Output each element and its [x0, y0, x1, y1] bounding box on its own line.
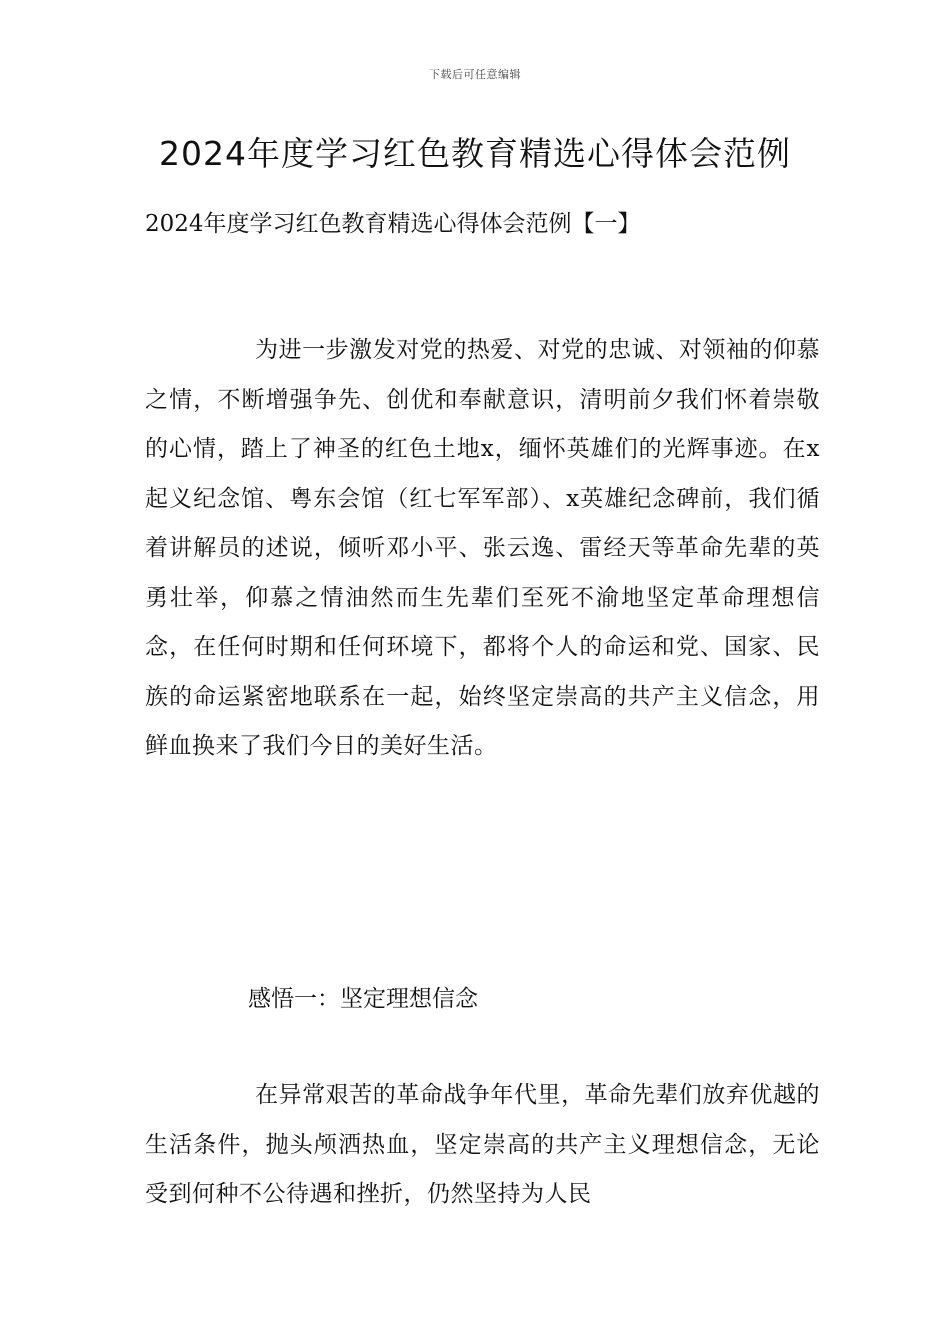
body-paragraph-2: 在异常艰苦的革命战争年代里，革命先辈们放弃优越的生活条件，抛头颅洒热血，坚定崇高的共产主义理想信念，无论受到何种不公待遇和挫折，仍然坚持为人民 — [145, 1082, 820, 1207]
subheading: 感悟一：坚定理想信念 — [248, 986, 478, 1012]
header-note: 下载后可任意编辑 — [429, 68, 521, 81]
body-paragraph-1: 为进一步激发对党的热爱、对党的忠诚、对领袖的仰慕之情，不断增强争先、创优和奉献意识，清明前夕我们怀着崇敬的心情，踏上了神圣的红色土地x，缅怀英雄们的光辉事迹。在x起义纪念馆、粤东会馆（红七军军部）、x英雄纪念碑前，我们循着讲解员的述说，倾听邓小平、张云逸、雷经天等革命先辈的英勇壮举，仰慕之情油然而生先辈们至死不渝地坚定革命理想信念，在任何时期和任何环境下，都将个人的命运和党、国家、民族的命运紧密地联系在一起，始终坚定崇高的共产主义信念，用鲜血换来了我们今日的美好生活。 — [145, 337, 820, 759]
document-title: 2024年度学习红色教育精选心得体会范例 — [159, 134, 791, 173]
section-heading: 2024年度学习红色教育精选心得体会范例【一】 — [145, 211, 641, 237]
